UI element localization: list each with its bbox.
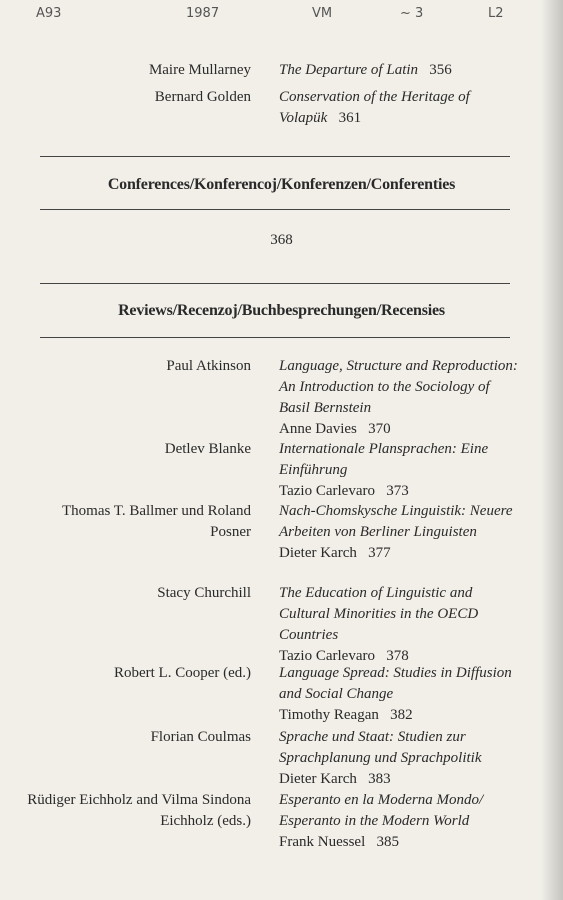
scribble-1: A93 [36,6,62,21]
review-title: The Education of Linguistic and Cultural Minorities in the OECD Countries [279,585,479,643]
entry-title-line [279,60,519,81]
reviewer-name: Frank Nuessel [279,834,366,850]
conferences-heading: Conferences/Konferencoj/Konferenzen/Conferenties [107,176,456,193]
review-title-block [279,727,519,790]
reviewer-name: Tazio Carlevaro [279,483,375,499]
review-title: Language, Structure and Reproduction: An Introduction to the Sociology of Basil Bernstein [279,358,518,416]
review-title: Internationale Plansprachen: Eine Einführung [279,441,489,478]
review-page: 378 [386,648,409,664]
entry-author: Maire Mullarney [148,62,251,78]
scribble-3: VM [312,6,333,21]
scribble-2: 1987 [186,6,220,21]
divider-rule [40,156,510,157]
entry-title: The Departure of Latin [279,62,419,78]
review-title-block [279,790,519,853]
review-title-block [279,663,519,726]
reviewer-name: Tazio Carlevaro [279,648,375,664]
review-author: Paul Atkinson [166,358,251,374]
review-page: 385 [376,834,399,850]
review-title-block [279,439,519,502]
review-page: 370 [368,421,391,437]
entry-page: 361 [338,110,362,126]
review-author: Rüdiger Eichholz and Vilma Sindona Eichholz (eds.) [27,792,251,829]
review-author: Thomas T. Ballmer und Roland Posner [61,503,251,540]
review-page: 383 [368,771,391,787]
reviewer-name: Anne Davies [279,421,357,437]
review-page: 373 [386,483,409,499]
review-author: Stacy Churchill [157,585,251,601]
reviewer-name: Dieter Karch [279,771,357,787]
review-page: 382 [390,707,413,723]
divider-rule [40,283,510,284]
reviewer-name: Dieter Karch [279,545,357,561]
review-title-block [279,356,519,440]
entry-author: Bernard Golden [154,89,251,105]
conferences-page: 368 [270,232,293,248]
review-author: Detlev Blanke [164,441,251,457]
entry-title-line [279,87,519,129]
divider-rule [40,209,510,210]
divider-rule [40,337,510,338]
review-author: Florian Coulmas [150,729,251,745]
reviewer-name: Timothy Reagan [279,707,379,723]
review-page: 377 [368,545,391,561]
scribble-5: L2 [488,6,504,21]
review-title-block [279,583,519,667]
review-author: Robert L. Cooper (ed.) [113,665,251,681]
entry-title: Conservation of the Heritage of Volapük [279,89,470,126]
review-title: Nach-Chomskysche Linguistik: Neuere Arbeiten von Berliner Linguisten [279,503,513,540]
scribble-4: ~ 3 [400,6,424,21]
reviews-heading: Reviews/Recenzoj/Buchbesprechungen/Recensies [118,302,445,319]
page-edge-shadow [541,0,563,900]
review-title: Language Spread: Studies in Diffusion and Social Change [279,665,512,702]
entry-page: 356 [429,62,452,78]
review-title-block [279,501,519,564]
review-title: Sprache und Staat: Studien zur Sprachplanung und Sprachpolitik [279,729,482,766]
review-title: Esperanto en la Moderna Mondo/ Esperanto in the Modern World [279,792,484,829]
